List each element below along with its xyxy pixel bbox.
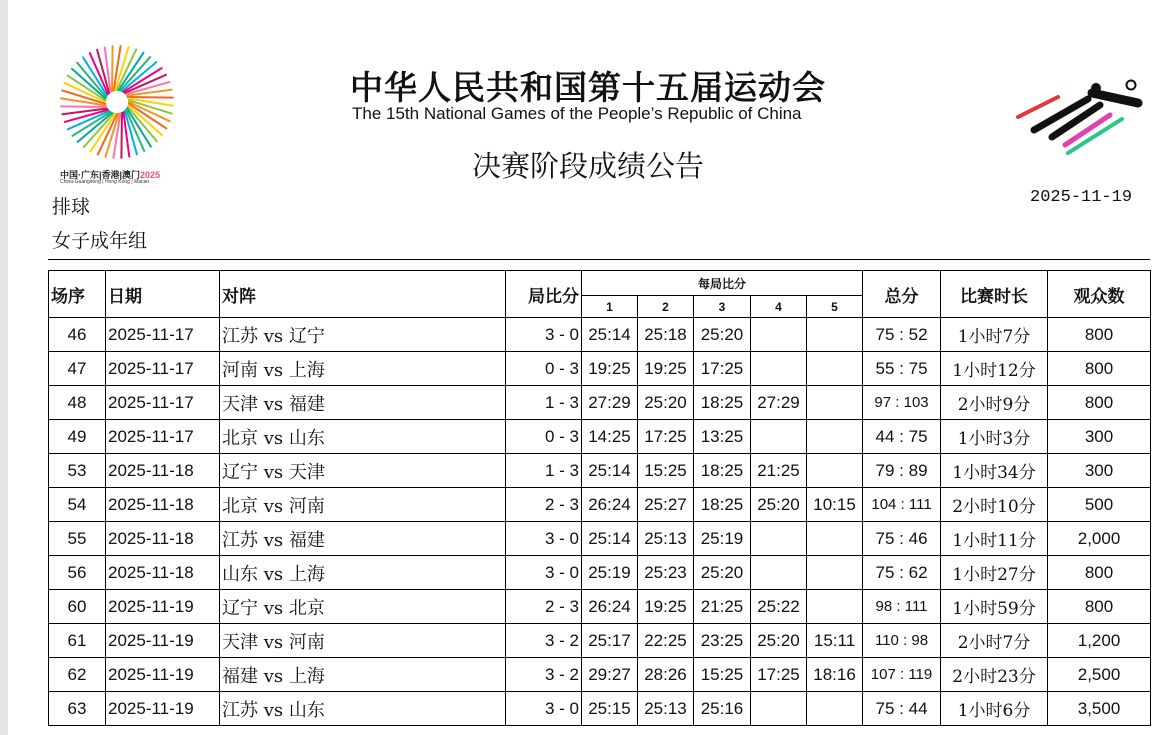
header-set-5: 5 [807, 296, 863, 318]
logo-caption-cn: 中国·广东|香港|澳门2025 [60, 170, 161, 180]
cell-set-1: 26:24 [582, 488, 638, 522]
team-b: 上海 [288, 359, 325, 381]
table-row [49, 692, 1151, 726]
cell-set-2: 22:25 [638, 624, 694, 658]
cell-date: 2025-11-19 [106, 692, 220, 726]
cell-set-1: 29:27 [582, 658, 638, 692]
cell-duration: 2小时23分 [941, 658, 1048, 692]
cell-matchup [220, 522, 506, 556]
cell-audience: 500 [1048, 488, 1151, 522]
table-row [49, 386, 1151, 420]
page-subtitle: 决赛阶段成绩公告 [472, 149, 705, 183]
cell-set-2: 25:27 [638, 488, 694, 522]
cell-set-4 [751, 318, 807, 352]
cell-set-score: 3 - 0 [506, 556, 582, 590]
cell-set-3: 15:25 [694, 658, 751, 692]
table-row [49, 318, 1151, 352]
cell-set-4: 25:20 [751, 624, 807, 658]
cell-duration: 2小时7分 [941, 624, 1048, 658]
vs-label: vs [263, 665, 284, 687]
cell-duration: 1小时3分 [941, 420, 1048, 454]
logo-petal [121, 113, 122, 158]
cell-date: 2025-11-18 [106, 488, 220, 522]
cell-set-score: 2 - 3 [506, 590, 582, 624]
team-b: 山东 [288, 427, 325, 449]
cell-set-5 [807, 318, 863, 352]
table-row [49, 420, 1151, 454]
cell-set-3: 21:25 [694, 590, 751, 624]
team-a: 天津 [222, 631, 258, 653]
results-table [48, 270, 1151, 726]
header-set-1: 1 [582, 296, 638, 318]
cell-set-3: 25:19 [694, 522, 751, 556]
cell-set-3: 25:20 [694, 556, 751, 590]
cell-total: 104 : 111 [863, 488, 941, 522]
cell-set-2: 25:13 [638, 522, 694, 556]
cell-set-5 [807, 522, 863, 556]
logo-petal [112, 46, 113, 91]
cell-duration: 1小时12分 [941, 352, 1048, 386]
cell-set-2: 28:26 [638, 658, 694, 692]
team-b: 上海 [288, 563, 325, 585]
cell-set-score: 3 - 2 [506, 624, 582, 658]
cell-date: 2025-11-17 [106, 318, 220, 352]
team-a: 北京 [222, 427, 258, 449]
cell-date: 2025-11-18 [106, 454, 220, 488]
team-b: 辽宁 [288, 325, 325, 347]
cell-seq: 46 [49, 318, 106, 352]
cell-set-4 [751, 420, 807, 454]
cell-set-score: 0 - 3 [506, 420, 582, 454]
vs-label: vs [263, 597, 284, 619]
cell-set-5 [807, 386, 863, 420]
cell-total: 79 : 89 [863, 454, 941, 488]
cell-set-4 [751, 352, 807, 386]
cell-set-1: 25:19 [582, 556, 638, 590]
team-a: 北京 [222, 495, 258, 517]
cell-matchup [220, 454, 506, 488]
volleyball-pictogram-icon [1010, 75, 1145, 160]
cell-set-1: 27:29 [582, 386, 638, 420]
cell-set-4: 21:25 [751, 454, 807, 488]
cell-set-2: 25:20 [638, 386, 694, 420]
cell-set-3: 13:25 [694, 420, 751, 454]
cell-set-5: 15:11 [807, 624, 863, 658]
cell-duration: 1小时34分 [941, 454, 1048, 488]
cell-set-1: 26:24 [582, 590, 638, 624]
cell-set-3: 25:20 [694, 318, 751, 352]
vs-label: vs [263, 699, 284, 721]
team-a: 福建 [222, 665, 258, 687]
table-row [49, 556, 1151, 590]
team-a: 天津 [222, 393, 258, 415]
header-seq: 场序 [49, 271, 106, 318]
team-b: 上海 [288, 665, 325, 687]
cell-date: 2025-11-17 [106, 352, 220, 386]
vs-label: vs [263, 393, 284, 415]
table-row [49, 590, 1151, 624]
cell-date: 2025-11-19 [106, 590, 220, 624]
vs-label: vs [263, 359, 284, 381]
logo-petal [61, 106, 106, 107]
cell-audience: 800 [1048, 352, 1151, 386]
cell-seq: 49 [49, 420, 106, 454]
team-b: 河南 [288, 631, 325, 653]
team-b: 福建 [288, 529, 325, 551]
cell-set-1: 14:25 [582, 420, 638, 454]
vs-label: vs [263, 563, 284, 585]
vs-label: vs [263, 495, 284, 517]
vs-label: vs [263, 461, 284, 483]
cell-set-5 [807, 590, 863, 624]
team-a: 辽宁 [222, 597, 258, 619]
header-divider [48, 259, 1150, 260]
cell-date: 2025-11-18 [106, 556, 220, 590]
team-a: 江苏 [222, 529, 258, 551]
table-row [49, 624, 1151, 658]
cell-duration: 2小时9分 [941, 386, 1048, 420]
cell-set-2: 25:18 [638, 318, 694, 352]
cell-date: 2025-11-17 [106, 420, 220, 454]
cell-set-5: 10:15 [807, 488, 863, 522]
cell-matchup [220, 488, 506, 522]
cell-audience: 800 [1048, 386, 1151, 420]
cell-set-2: 25:23 [638, 556, 694, 590]
logo-caption-en: China-Guangdong | Hong Kong | Macao [60, 179, 150, 185]
table-row [49, 454, 1151, 488]
team-a: 山东 [222, 563, 258, 585]
group-label: 女子成年组 [52, 230, 148, 252]
cell-audience: 1,200 [1048, 624, 1151, 658]
team-a: 河南 [222, 359, 258, 381]
cell-total: 110 : 98 [863, 624, 941, 658]
cell-matchup [220, 352, 506, 386]
team-b: 山东 [288, 699, 325, 721]
cell-audience: 2,000 [1048, 522, 1151, 556]
cell-audience: 2,500 [1048, 658, 1151, 692]
cell-date: 2025-11-17 [106, 386, 220, 420]
cell-duration: 2小时10分 [941, 488, 1048, 522]
team-b: 天津 [288, 461, 325, 483]
cell-set-score: 1 - 3 [506, 386, 582, 420]
cell-set-4: 17:25 [751, 658, 807, 692]
table-row [49, 658, 1151, 692]
team-a: 辽宁 [222, 461, 258, 483]
cell-set-score: 1 - 3 [506, 454, 582, 488]
cell-total: 75 : 46 [863, 522, 941, 556]
cell-seq: 56 [49, 556, 106, 590]
header-set-score: 局比分 [506, 271, 582, 318]
cell-set-4: 25:20 [751, 488, 807, 522]
team-b: 河南 [288, 495, 325, 517]
cell-seq: 53 [49, 454, 106, 488]
table-row [49, 488, 1151, 522]
cell-set-score: 3 - 0 [506, 692, 582, 726]
cell-seq: 62 [49, 658, 106, 692]
cell-seq: 61 [49, 624, 106, 658]
cell-set-1: 25:15 [582, 692, 638, 726]
cell-total: 98 : 111 [863, 590, 941, 624]
cell-set-4: 27:29 [751, 386, 807, 420]
cell-audience: 300 [1048, 454, 1151, 488]
cell-set-5 [807, 352, 863, 386]
cell-total: 97 : 103 [863, 386, 941, 420]
cell-matchup [220, 692, 506, 726]
team-a: 江苏 [222, 699, 258, 721]
cell-seq: 48 [49, 386, 106, 420]
report-date: 2025-11-19 [1030, 188, 1133, 207]
cell-set-3: 18:25 [694, 454, 751, 488]
sport-label: 排球 [52, 196, 91, 218]
cell-matchup [220, 556, 506, 590]
cell-matchup [220, 624, 506, 658]
cell-set-5 [807, 692, 863, 726]
header-date: 日期 [106, 271, 220, 318]
cell-date: 2025-11-18 [106, 522, 220, 556]
cell-duration: 1小时7分 [941, 318, 1048, 352]
cell-set-score: 0 - 3 [506, 352, 582, 386]
cell-set-3: 18:25 [694, 386, 751, 420]
cell-seq: 47 [49, 352, 106, 386]
cell-seq: 63 [49, 692, 106, 726]
cell-set-score: 3 - 2 [506, 658, 582, 692]
cell-set-4: 25:22 [751, 590, 807, 624]
vs-label: vs [263, 325, 284, 347]
cell-total: 75 : 44 [863, 692, 941, 726]
cell-audience: 300 [1048, 420, 1151, 454]
cell-date: 2025-11-19 [106, 658, 220, 692]
cell-audience: 800 [1048, 318, 1151, 352]
header-per-set: 每局比分 [582, 271, 863, 296]
cell-date: 2025-11-19 [106, 624, 220, 658]
cell-set-4 [751, 556, 807, 590]
page-title-en: The 15th National Games of the People’s Republic of China [352, 104, 802, 123]
cell-set-3: 17:25 [694, 352, 751, 386]
cell-set-5 [807, 420, 863, 454]
logo-petal [128, 97, 173, 98]
header-set-2: 2 [638, 296, 694, 318]
cell-set-score: 3 - 0 [506, 522, 582, 556]
cell-set-5 [807, 556, 863, 590]
cell-duration: 1小时27分 [941, 556, 1048, 590]
cell-seq: 54 [49, 488, 106, 522]
cell-total: 75 : 62 [863, 556, 941, 590]
cell-set-2: 17:25 [638, 420, 694, 454]
vs-label: vs [263, 427, 284, 449]
cell-set-1: 25:14 [582, 318, 638, 352]
table-row [49, 352, 1151, 386]
team-a: 江苏 [222, 325, 258, 347]
header-set-4: 4 [751, 296, 807, 318]
cell-set-5: 18:16 [807, 658, 863, 692]
cell-matchup [220, 386, 506, 420]
vs-label: vs [263, 529, 284, 551]
table-row [49, 522, 1151, 556]
cell-total: 44 : 75 [863, 420, 941, 454]
cell-set-2: 25:13 [638, 692, 694, 726]
team-b: 北京 [288, 597, 325, 619]
cell-total: 107 : 119 [863, 658, 941, 692]
cell-audience: 800 [1048, 556, 1151, 590]
cell-set-2: 19:25 [638, 352, 694, 386]
cell-audience: 800 [1048, 590, 1151, 624]
cell-set-5 [807, 454, 863, 488]
page-edge [0, 0, 8, 735]
cell-set-1: 25:17 [582, 624, 638, 658]
header-audience: 观众数 [1048, 271, 1151, 318]
header-matchup: 对阵 [220, 271, 506, 318]
page-title: 中华人民共和国第十五届运动会 [350, 68, 826, 107]
cell-set-2: 19:25 [638, 590, 694, 624]
cell-set-4 [751, 522, 807, 556]
cell-set-1: 25:14 [582, 522, 638, 556]
cell-set-2: 15:25 [638, 454, 694, 488]
cell-set-4 [751, 692, 807, 726]
cell-duration: 1小时6分 [941, 692, 1048, 726]
cell-total: 55 : 75 [863, 352, 941, 386]
cell-set-3: 23:25 [694, 624, 751, 658]
team-b: 福建 [288, 393, 325, 415]
cell-duration: 1小时11分 [941, 522, 1048, 556]
cell-set-score: 2 - 3 [506, 488, 582, 522]
cell-total: 75 : 52 [863, 318, 941, 352]
cell-matchup [220, 590, 506, 624]
cell-seq: 60 [49, 590, 106, 624]
cell-set-1: 25:14 [582, 454, 638, 488]
cell-set-3: 18:25 [694, 488, 751, 522]
header-duration: 比赛时长 [941, 271, 1048, 318]
cell-seq: 55 [49, 522, 106, 556]
header-total: 总分 [863, 271, 941, 318]
cell-set-score: 3 - 0 [506, 318, 582, 352]
cell-set-3: 25:16 [694, 692, 751, 726]
cell-audience: 3,500 [1048, 692, 1151, 726]
cell-matchup [220, 318, 506, 352]
cell-matchup [220, 658, 506, 692]
cell-set-1: 19:25 [582, 352, 638, 386]
cell-duration: 1小时59分 [941, 590, 1048, 624]
vs-label: vs [263, 631, 284, 653]
cell-matchup [220, 420, 506, 454]
header-set-3: 3 [694, 296, 751, 318]
